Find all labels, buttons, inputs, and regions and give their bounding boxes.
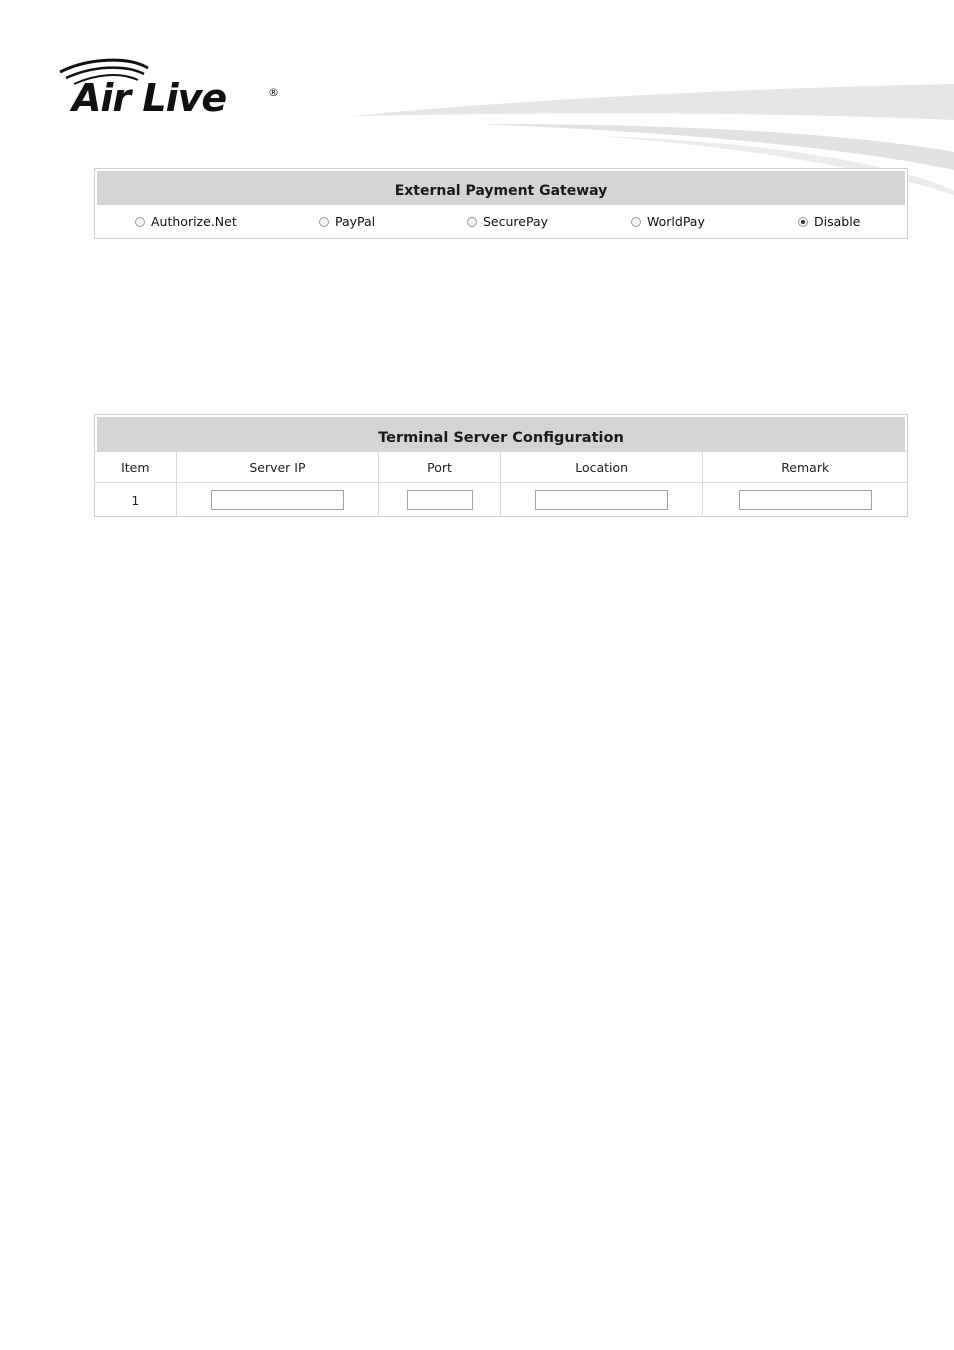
panel-title: Terminal Server Configuration	[97, 417, 905, 451]
table-header-row	[95, 452, 907, 483]
registered-mark: ®	[268, 86, 279, 99]
location-input[interactable]	[535, 490, 668, 510]
remark-input[interactable]	[739, 490, 872, 510]
radio-button-icon[interactable]	[135, 217, 145, 227]
radio-paypal[interactable]	[319, 214, 375, 229]
terminal-server-table	[95, 451, 907, 517]
terminal-server-configuration-panel	[94, 414, 908, 517]
radio-label: WorldPay	[647, 214, 705, 229]
column-header-location: Location	[500, 452, 703, 483]
radio-securepay[interactable]	[467, 214, 548, 229]
radio-label: SecurePay	[483, 214, 549, 229]
radio-label: PayPal	[335, 214, 376, 229]
gateway-options	[95, 205, 907, 238]
port-input[interactable]	[407, 490, 473, 510]
column-header-port: Port	[379, 452, 501, 483]
radio-disable[interactable]	[798, 214, 860, 229]
port-cell	[379, 483, 501, 518]
radio-authorize-net[interactable]	[135, 214, 237, 229]
radio-worldpay[interactable]	[631, 214, 705, 229]
radio-label: Authorize.Net	[151, 214, 237, 229]
panel-title: External Payment Gateway	[97, 171, 905, 205]
item-number: 1	[95, 483, 176, 518]
radio-button-selected-icon[interactable]	[798, 217, 808, 227]
external-payment-gateway-panel	[94, 168, 908, 239]
table-row	[95, 483, 907, 518]
server-ip-input[interactable]	[211, 490, 344, 510]
server-ip-cell	[176, 483, 379, 518]
remark-cell	[703, 483, 907, 518]
radio-button-icon[interactable]	[319, 217, 329, 227]
column-header-server-ip: Server IP	[176, 452, 379, 483]
radio-label: Disable	[814, 214, 861, 229]
column-header-item: Item	[95, 452, 176, 483]
airlive-logo	[58, 58, 288, 124]
location-cell	[500, 483, 703, 518]
radio-button-icon[interactable]	[467, 217, 477, 227]
radio-button-icon[interactable]	[631, 217, 641, 227]
column-header-remark: Remark	[703, 452, 907, 483]
logo-text: Air Live	[72, 76, 227, 120]
